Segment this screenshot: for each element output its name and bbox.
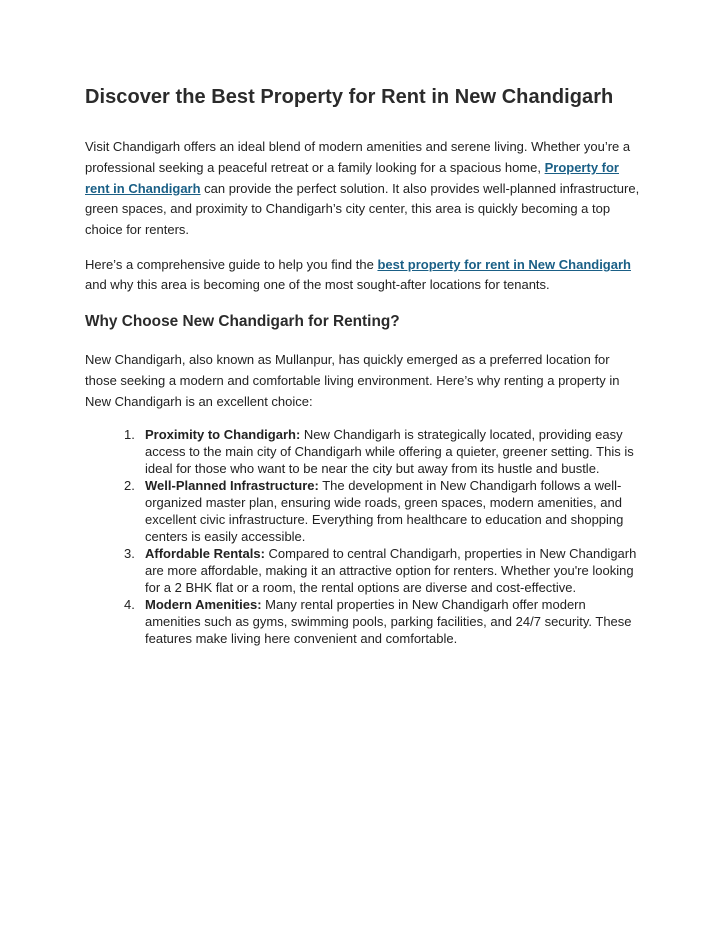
list-term: Modern Amenities: [145,597,262,612]
list-text: Compared to central Chandigarh, properties in New Chandigarh are more affordable, making it an attractive option for renters. Whether you're looking for a 2 BHK flat or a room, the rental options are diverse and cost-effective. [145,546,637,595]
list-item [124,426,640,477]
list-item [124,596,640,647]
list-number: 3. [124,546,135,561]
list-term: Affordable Rentals: [145,546,265,561]
list-term: Well-Planned Infrastructure: [145,478,319,493]
list-number: 1. [124,427,135,442]
guide-text-1: Here’s a comprehensive guide to help you find the [85,257,378,272]
list-number: 4. [124,597,135,612]
guide-text-2: and why this area is becoming one of the most sought-after locations for tenants. [85,277,550,292]
section-heading: Why Choose New Chandigarh for Renting? [85,313,400,330]
list-item [124,545,640,596]
list-text: New Chandigarh is strategically located, providing easy access to the main city of Chandigarh while offering a quieter, greener setting. This is ideal for those who want to be near the city but away from its hustle and bustle. [145,427,634,476]
list-item [124,477,640,545]
page-title: Discover the Best Property for Rent in New Chandigarh [85,86,614,108]
property-for-rent-link[interactable]: Property for rent in Chandigarh [85,159,619,196]
list-term: Proximity to Chandigarh: [145,427,301,442]
best-property-link[interactable]: best property for rent in New Chandigarh [377,257,631,272]
intro-paragraph [85,137,640,241]
list-text: The development in New Chandigarh follows a well-organized master plan, ensuring wide roads, green spaces, modern amenities, and excellent civic infrastructure. Everything from healthcare to education and shopping centers is easily accessible. [145,478,624,544]
reasons-list [124,426,640,647]
section-intro-paragraph: New Chandigarh, also known as Mullanpur, has quickly emerged as a preferred location for those seeking a modern and comfortable living environment. Here’s why renting a property in New Chandigarh is an excellent choice: [85,352,620,409]
intro-text-2: can provide the perfect solution. It also provides well-planned infrastructure, green spaces, and proximity to Chandigarh’s city center, this area is quickly becoming a top choice for renters. [85,180,640,238]
list-text: Many rental properties in New Chandigarh offer modern amenities such as gyms, swimming pools, parking facilities, and 24/7 security. These features make living here convenient and comfortable. [145,597,632,646]
list-number: 2. [124,478,135,493]
intro-text-1: Visit Chandigarh offers an ideal blend of modern amenities and serene living. Whether you’re a professional seeking a peaceful retreat or a family looking for a spacious home, [85,139,631,175]
guide-paragraph [85,255,640,295]
